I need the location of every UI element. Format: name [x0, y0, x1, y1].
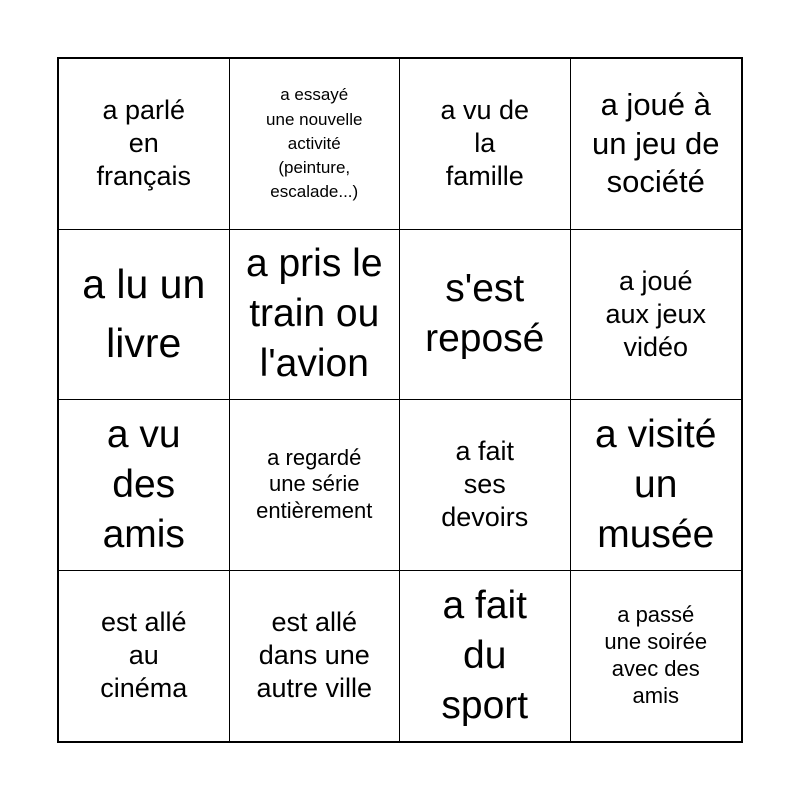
bingo-cell-text: a vu des amis — [102, 412, 185, 556]
bingo-cell[interactable] — [400, 571, 571, 742]
bingo-cell[interactable] — [571, 571, 742, 742]
bingo-cell-text: a essayé une nouvelle activité (peinture, escalade...) — [266, 85, 363, 201]
bingo-cell[interactable] — [230, 571, 401, 742]
bingo-cell-text: a fait ses devoirs — [441, 436, 529, 533]
bingo-cell[interactable] — [571, 59, 742, 230]
bingo-cell[interactable] — [59, 230, 230, 401]
bingo-cell-text: a joué aux jeux vidéo — [605, 265, 707, 362]
bingo-cell-text: a vu de la famille — [440, 95, 530, 192]
bingo-cell-text: a joué à un jeu de société — [591, 87, 720, 199]
bingo-cell[interactable] — [59, 400, 230, 571]
bingo-board — [57, 57, 743, 743]
bingo-cell-text: a pris le train ou l'avion — [245, 242, 383, 386]
bingo-cell[interactable] — [571, 400, 742, 571]
bingo-cell-text: a fait du sport — [441, 583, 529, 727]
bingo-cell[interactable] — [230, 59, 401, 230]
bingo-cell-text: a visité un musée — [595, 412, 717, 556]
bingo-cell[interactable] — [400, 230, 571, 401]
bingo-cell[interactable] — [59, 59, 230, 230]
bingo-cell-text: a lu un livre — [82, 260, 206, 367]
bingo-cell-text: a parlé en français — [96, 95, 192, 192]
bingo-cell[interactable] — [230, 400, 401, 571]
bingo-cell-text: a regardé une série entièrement — [256, 444, 373, 524]
bingo-cell[interactable] — [230, 230, 401, 401]
bingo-cell[interactable] — [400, 400, 571, 571]
bingo-cell[interactable] — [571, 230, 742, 401]
bingo-cell[interactable] — [59, 571, 230, 742]
bingo-cell-text: s'est reposé — [425, 267, 545, 361]
bingo-cell[interactable] — [400, 59, 571, 230]
bingo-cell-text: a passé une soirée avec des amis — [604, 602, 708, 708]
bingo-cell-text: est allé au cinéma — [100, 607, 188, 704]
bingo-cell-text: est allé dans une autre ville — [256, 607, 373, 704]
